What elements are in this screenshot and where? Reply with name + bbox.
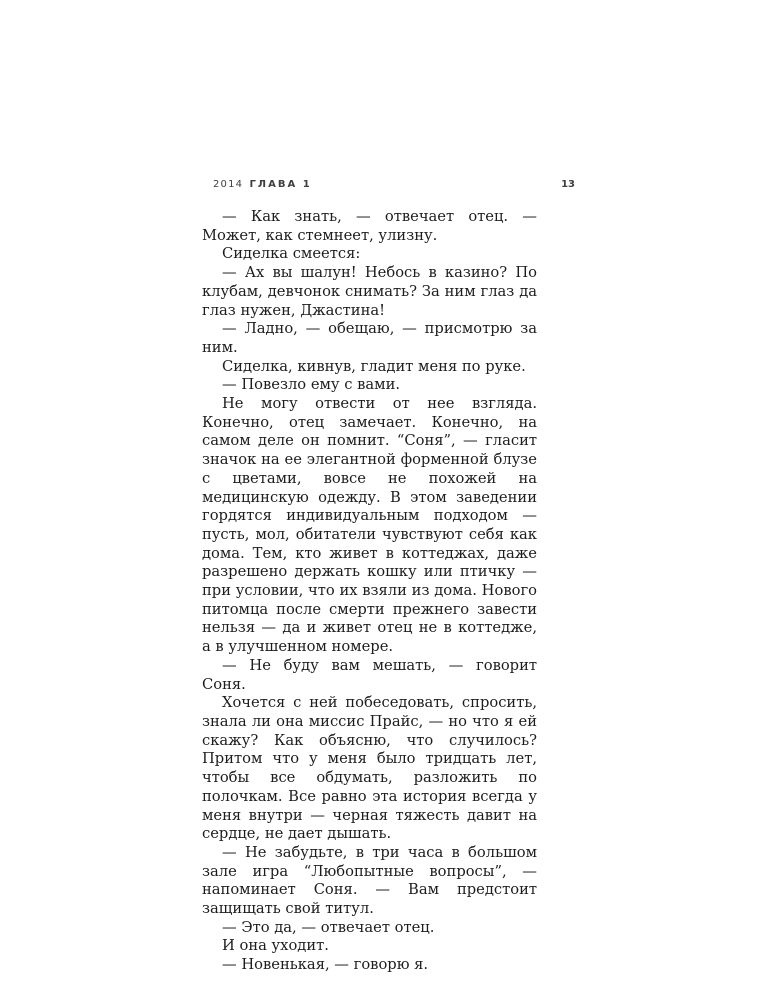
paragraph: — Новенькая, — говорю я. (222, 956, 429, 974)
body-text (202, 208, 537, 975)
running-head (213, 177, 575, 193)
paragraph: — Не буду вам мешать, — говорит Соня. (202, 656, 537, 693)
paragraph: Не могу отвести от нее взгляда. Конечно, отец замечает. Конечно, на самом деле он помнит. “Соня”, — гласит значок на ее элегантной форменной блузе с цветами, вовсе не похожей на медицинскую одежду. В этом заведении гордятся индивидуальным подходом — пусть, мол, обитатели чувствуют себя как дома. Тем, кто живет в коттеджах, даже разрешено держать кошку или птичку — при условии, что их взяли из дома. Нового питомца после смерти прежнего завести нельзя — да и живет отец не в коттедже, а в улучшенном номере. (202, 395, 537, 656)
paragraph: — Не забудьте, в три часа в большом зале игра “Любопытные вопросы”, — напоминает Соня. — Вам предстоит защищать свой титул. (202, 843, 537, 918)
paragraph: — Как знать, — отвечает отец. — Может, как стемнеет, улизну. (202, 208, 537, 244)
paragraph: — Это да, — отвечает отец. (222, 918, 435, 936)
page-number: 13 (561, 179, 575, 190)
paragraph: — Ладно, — обещаю, — присмотрю за ним. (202, 320, 537, 356)
paragraph: Сиделка смеется: (222, 245, 361, 263)
running-head-chapter: ГЛАВА 1 (249, 179, 312, 190)
running-head-year: 2014 (213, 179, 244, 190)
paragraph: И она уходит. (222, 937, 329, 955)
paragraph: — Повезло ему с вами. (222, 376, 401, 394)
paragraph: Сиделка, кивнув, гладит меня по руке. (222, 357, 526, 375)
paragraph: Хочется с ней побеседовать, спросить, знала ли она миссис Прайс, — но что я ей скажу? Как объясню, что случилось? Притом что у меня было тридцать лет, чтобы все обдумать, разложить по полочкам. Все равно эта история всегда у меня внутри — черная тяжесть давит на сердце, не дает дышать. (202, 694, 537, 843)
paragraph: — Ах вы шалун! Небось в казино? По клубам, девчонок снимать? За ним глаз да глаз нужен, Джастина! (202, 264, 537, 319)
